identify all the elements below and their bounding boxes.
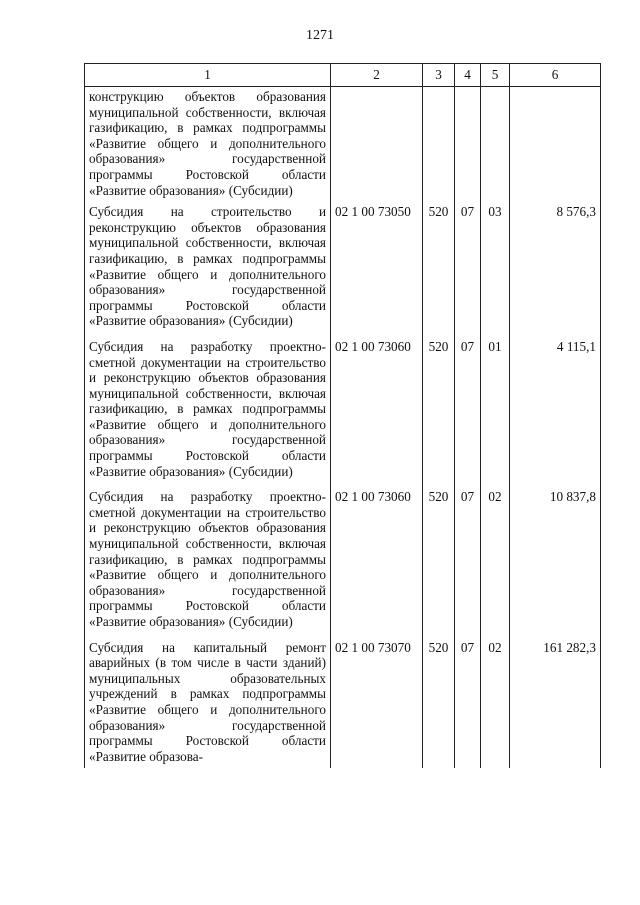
row-expense-type bbox=[423, 87, 455, 199]
row-subsection: 02 bbox=[481, 634, 510, 769]
row-amount: 10 837,8 bbox=[510, 483, 601, 633]
column-header-2: 2 bbox=[331, 64, 423, 87]
table-row bbox=[85, 87, 601, 199]
row-name: Субсидия на строительство и реконструкцию объектов образования муниципальной собственности, включая газификацию, в рамках подпрограммы «Развитие общего и дополнительного образования» государственной программы Ростовской области «Развитие образования» (Субсидии) bbox=[85, 198, 331, 333]
row-section bbox=[455, 87, 481, 199]
budget-table bbox=[84, 63, 601, 768]
row-section: 07 bbox=[455, 333, 481, 483]
row-expense-type: 520 bbox=[423, 198, 455, 333]
table-row bbox=[85, 198, 601, 333]
column-header-1: 1 bbox=[85, 64, 331, 87]
row-target-code bbox=[331, 87, 423, 199]
row-section: 07 bbox=[455, 634, 481, 769]
row-name: Субсидия на разработку проектно-сметной документации на строительство и реконструкцию объектов образования муниципальной собственности, включая газификацию, в рамках подпрограммы «Развитие общего и дополнительного образования» государственной программы Ростовской области «Развитие образования» (Субсидии) bbox=[85, 333, 331, 483]
row-target-code: 02 1 00 73060 bbox=[331, 483, 423, 633]
row-amount bbox=[510, 87, 601, 199]
row-amount: 8 576,3 bbox=[510, 198, 601, 333]
row-subsection: 02 bbox=[481, 483, 510, 633]
row-name: конструкцию объектов образования муниципальной собственности, включая газификацию, в рамках подпрограммы «Развитие общего и дополнительного образования» государственной программы Ростовской области «Развитие образования» (Субсидии) bbox=[85, 87, 331, 199]
row-amount: 161 282,3 bbox=[510, 634, 601, 769]
table-row bbox=[85, 483, 601, 633]
row-expense-type: 520 bbox=[423, 634, 455, 769]
table-row bbox=[85, 333, 601, 483]
column-header-6: 6 bbox=[510, 64, 601, 87]
row-subsection: 01 bbox=[481, 333, 510, 483]
row-amount: 4 115,1 bbox=[510, 333, 601, 483]
header-row bbox=[85, 64, 601, 87]
row-name: Субсидия на разработку проектно-сметной документации на строительство и реконструкцию объектов образования муниципальной собственности, включая газификацию, в рамках подпрограммы «Развитие общего и дополнительного образования» государственной программы Ростовской области «Развитие образования» (Субсидии) bbox=[85, 483, 331, 633]
row-target-code: 02 1 00 73060 bbox=[331, 333, 423, 483]
row-target-code: 02 1 00 73050 bbox=[331, 198, 423, 333]
page-number: 1271 bbox=[306, 28, 334, 43]
row-expense-type: 520 bbox=[423, 333, 455, 483]
column-header-5: 5 bbox=[481, 64, 510, 87]
column-header-3: 3 bbox=[423, 64, 455, 87]
row-target-code: 02 1 00 73070 bbox=[331, 634, 423, 769]
row-subsection bbox=[481, 87, 510, 199]
column-header-4: 4 bbox=[455, 64, 481, 87]
row-subsection: 03 bbox=[481, 198, 510, 333]
table-row bbox=[85, 634, 601, 769]
row-section: 07 bbox=[455, 483, 481, 633]
row-name: Субсидия на капитальный ремонт аварийных (в том числе в части зданий) муниципальных образовательных учреждений в рамках подпрограммы «Развитие общего и дополнительного образования» государственной программы Ростовской области «Развитие образова- bbox=[85, 634, 331, 769]
row-expense-type: 520 bbox=[423, 483, 455, 633]
row-section: 07 bbox=[455, 198, 481, 333]
